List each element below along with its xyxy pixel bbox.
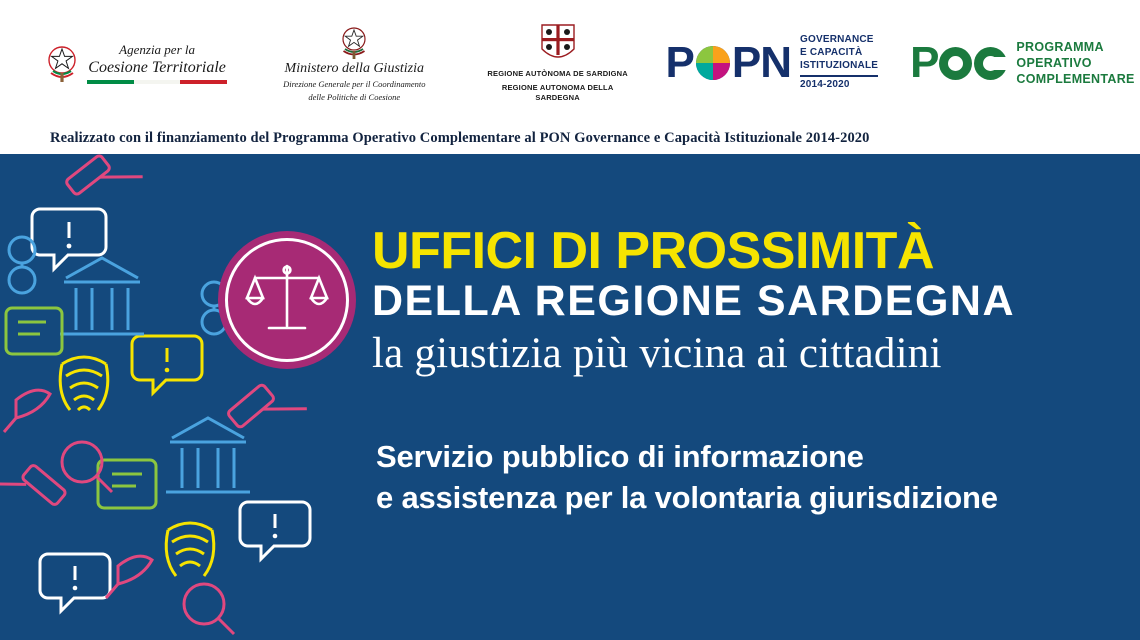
hero-subtitle-line2: e assistenza per la volontaria giurisdizione (376, 480, 998, 516)
logo-regione-line1: REGIONE AUTÒNOMA DE SARDIGNA (487, 68, 628, 78)
scales-of-justice-icon (245, 258, 329, 342)
pon-wordmark (665, 38, 791, 87)
pon-subtitle-line1: GOVERNANCE (800, 34, 874, 46)
hero-title-block (372, 222, 1092, 378)
poc-letter-o-icon (939, 47, 972, 80)
logo-poc (905, 39, 1140, 88)
badge-ring (225, 238, 349, 362)
logo-row (0, 18, 1140, 108)
pon-subtitle-line4: 2014-2020 (800, 78, 850, 90)
poc-wordmark (910, 38, 1007, 87)
hero-tagline: la giustizia più vicina ai cittadini (372, 330, 942, 378)
pon-subtitle (800, 34, 878, 91)
logo-agenzia-line1: Agenzia per la (119, 41, 195, 57)
pon-divider (800, 75, 878, 77)
poc-subtitle (1016, 39, 1134, 88)
logo-agenzia-coesione-territoriale (42, 42, 230, 84)
tricolor-rule (87, 80, 227, 84)
poc-letter-p: P (910, 38, 939, 87)
logo-regione-line2: REGIONE AUTONOMA DELLA SARDEGNA (501, 82, 614, 103)
poc-subtitle-line2: OPERATIVO (1016, 55, 1092, 70)
poc-letter-c-icon (974, 47, 1007, 80)
italian-republic-emblem-icon (339, 24, 369, 60)
pon-letter-o-quadrants-icon (696, 46, 730, 80)
logo-ministero-line2: Direzione Generale per il Coordinamento (283, 78, 426, 89)
logo-pon (659, 34, 885, 91)
logo-ministero-line1: Ministero della Giustizia (284, 60, 425, 76)
poc-subtitle-line3: COMPLEMENTARE (1016, 72, 1135, 87)
hero-subtitle-block (376, 436, 1096, 518)
logo-agenzia-line2: Coesione Territoriale (88, 59, 226, 77)
hero-subtitle-line1: Servizio pubblico di informazione (376, 439, 864, 474)
header-band (0, 0, 1140, 154)
italian-republic-emblem-icon (45, 42, 79, 84)
four-moors-shield-icon (540, 23, 576, 65)
pon-subtitle-line2: E CAPACITÀ (800, 47, 863, 59)
pon-letter-n: PN (731, 38, 791, 87)
logo-ministero-line3: delle Politiche di Coesione (308, 91, 401, 102)
logo-regione-sardegna (482, 23, 633, 103)
scales-badge (218, 231, 356, 369)
poc-subtitle-line1: PROGRAMMA (1016, 39, 1104, 54)
hero-title-line1: UFFICI DI PROSSIMITÀ (372, 222, 934, 280)
hero-title-line2: DELLA REGIONE SARDEGNA (372, 276, 1015, 325)
pon-letter-p: P (665, 38, 694, 87)
hero-band (0, 154, 1140, 640)
financing-note: Realizzato con il finanziamento del Programma Operativo Complementare al PON Governance e Capacità Istituzionale 2014-2020 (50, 130, 870, 146)
pon-subtitle-line3: ISTITUZIONALE (800, 60, 879, 71)
logo-ministero-della-giustizia (260, 24, 448, 102)
logo-agenzia-text (87, 42, 227, 84)
